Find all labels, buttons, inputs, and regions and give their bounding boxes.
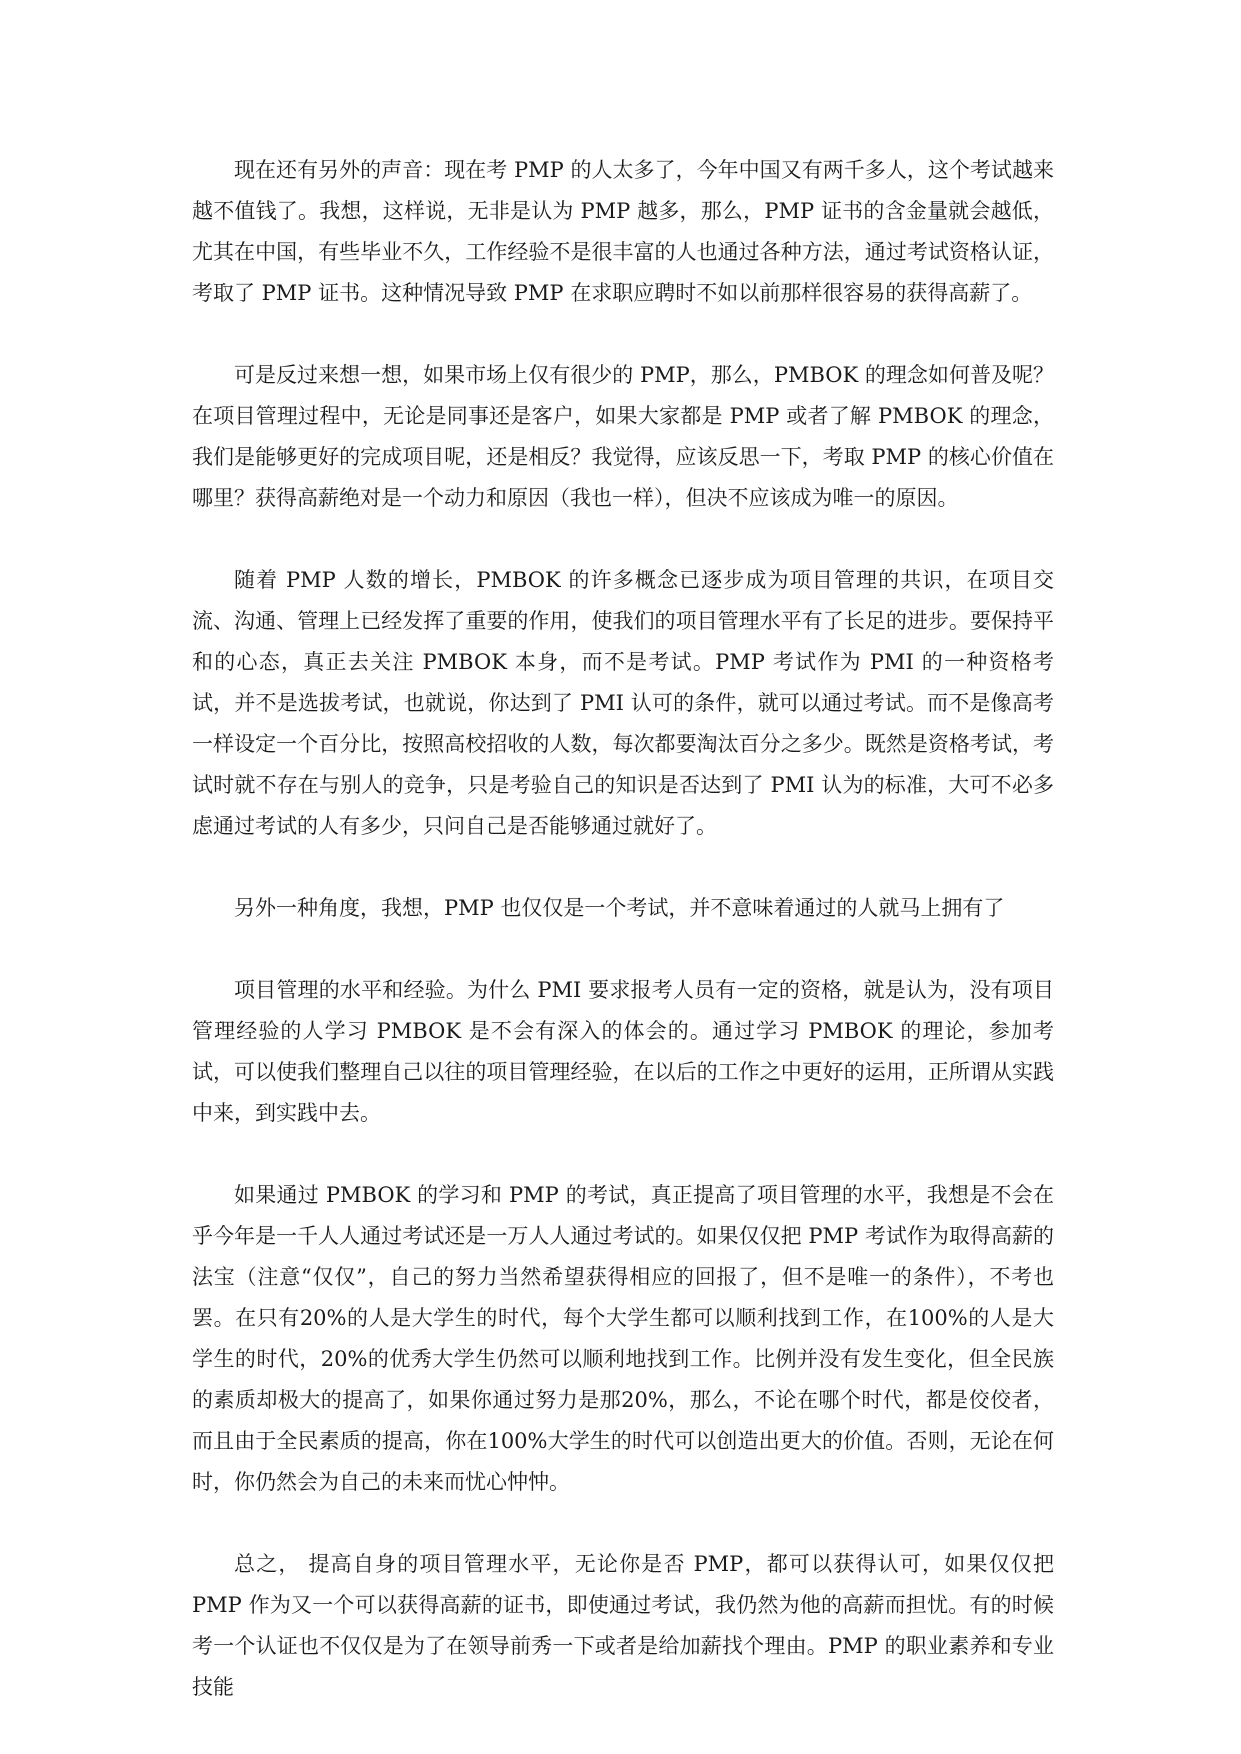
paragraph-5: 项目管理的水平和经验。为什么 PMI 要求报考人员有一定的资格，就是认为，没有项目管理经验的人学习 PMBOK 是不会有深入的体会的。通过学习 PMBOK 的理论，参加考试，可以使我们整理自己以往的项目管理经验，在以后的工作之中更好的运用，正所谓从实践中来，到实践中去。 [192, 978, 1054, 1125]
paragraph-1: 现在还有另外的声音：现在考 PMP 的人太多了，今年中国又有两千多人，这个考试越来越不值钱了。我想，这样说，无非是认为 PMP 越多，那么，PMP 证书的含金量就会越低，尤其在中国，有些毕业不久，工作经验不是很丰富的人也通过各种方法，通过考试资格认证，考取了 PMP 证书。这种情况导致 PMP 在求职应聘时不如以前那样很容易的获得高薪了。 [192, 158, 1054, 305]
paragraph-2: 可是反过来想一想，如果市场上仅有很少的 PMP，那么，PMBOK 的理念如何普及呢？在项目管理过程中，无论是同事还是客户，如果大家都是 PMP 或者了解 PMBOK 的理念，我们是能够更好的完成项目呢，还是相反？我觉得，应该反思一下，考取 PMP 的核心价值在哪里？获得高薪绝对是一个动力和原因（我也一样），但决不应该成为唯一的原因。 [192, 363, 1054, 510]
paragraph-3: 随着 PMP 人数的增长，PMBOK 的许多概念已逐步成为项目管理的共识，在项目交流、沟通、管理上已经发挥了重要的作用，使我们的项目管理水平有了长足的进步。要保持平和的心态，真正去关注 PMBOK 本身，而不是考试。PMP 考试作为 PMI 的一种资格考试，并不是选拔考试，也就说，你达到了 PMI 认可的条件，就可以通过考试。而不是像高考一样设定一个百分比，按照高校招收的人数，每次都要淘汰百分之多少。既然是资格考试，考试时就不存在与别人的竞争，只是考验自己的知识是否达到了 PMI 认为的标准，大可不必多虑通过考试的人有多少，只问自己是否能够通过就好了。 [192, 568, 1054, 838]
document-body [192, 150, 1054, 1708]
paragraph-4: 另外一种角度，我想，PMP 也仅仅是一个考试，并不意味着通过的人就马上拥有了 [234, 896, 1005, 920]
paragraph-7: 总之， 提高自身的项目管理水平，无论你是否 PMP，都可以获得认可，如果仅仅把 PMP 作为又一个可以获得高薪的证书，即使通过考试，我仍然为他的高薪而担忧。有的时候考一个认证也不仅仅是为了在领导前秀一下或者是给加薪找个理由。PMP 的职业素养和专业技能 [192, 1552, 1054, 1699]
paragraph-6: 如果通过 PMBOK 的学习和 PMP 的考试，真正提高了项目管理的水平，我想是不会在乎今年是一千人人通过考试还是一万人人通过考试的。如果仅仅把 PMP 考试作为取得高薪的法宝（注意“仅仅”，自己的努力当然希望获得相应的回报了，但不是唯一的条件），不考也罢。在只有20%的人是大学生的时代，每个大学生都可以顺利找到工作，在100%的人是大学生的时代，20%的优秀大学生仍然可以顺利地找到工作。比例并没有发生变化，但全民族的素质却极大的提高了，如果你通过努力是那20%，那么，不论在哪个时代，都是佼佼者，而且由于全民素质的提高，你在100%大学生的时代可以创造出更大的价值。否则，无论在何时，你仍然会为自己的未来而忧心忡忡。 [192, 1183, 1054, 1494]
